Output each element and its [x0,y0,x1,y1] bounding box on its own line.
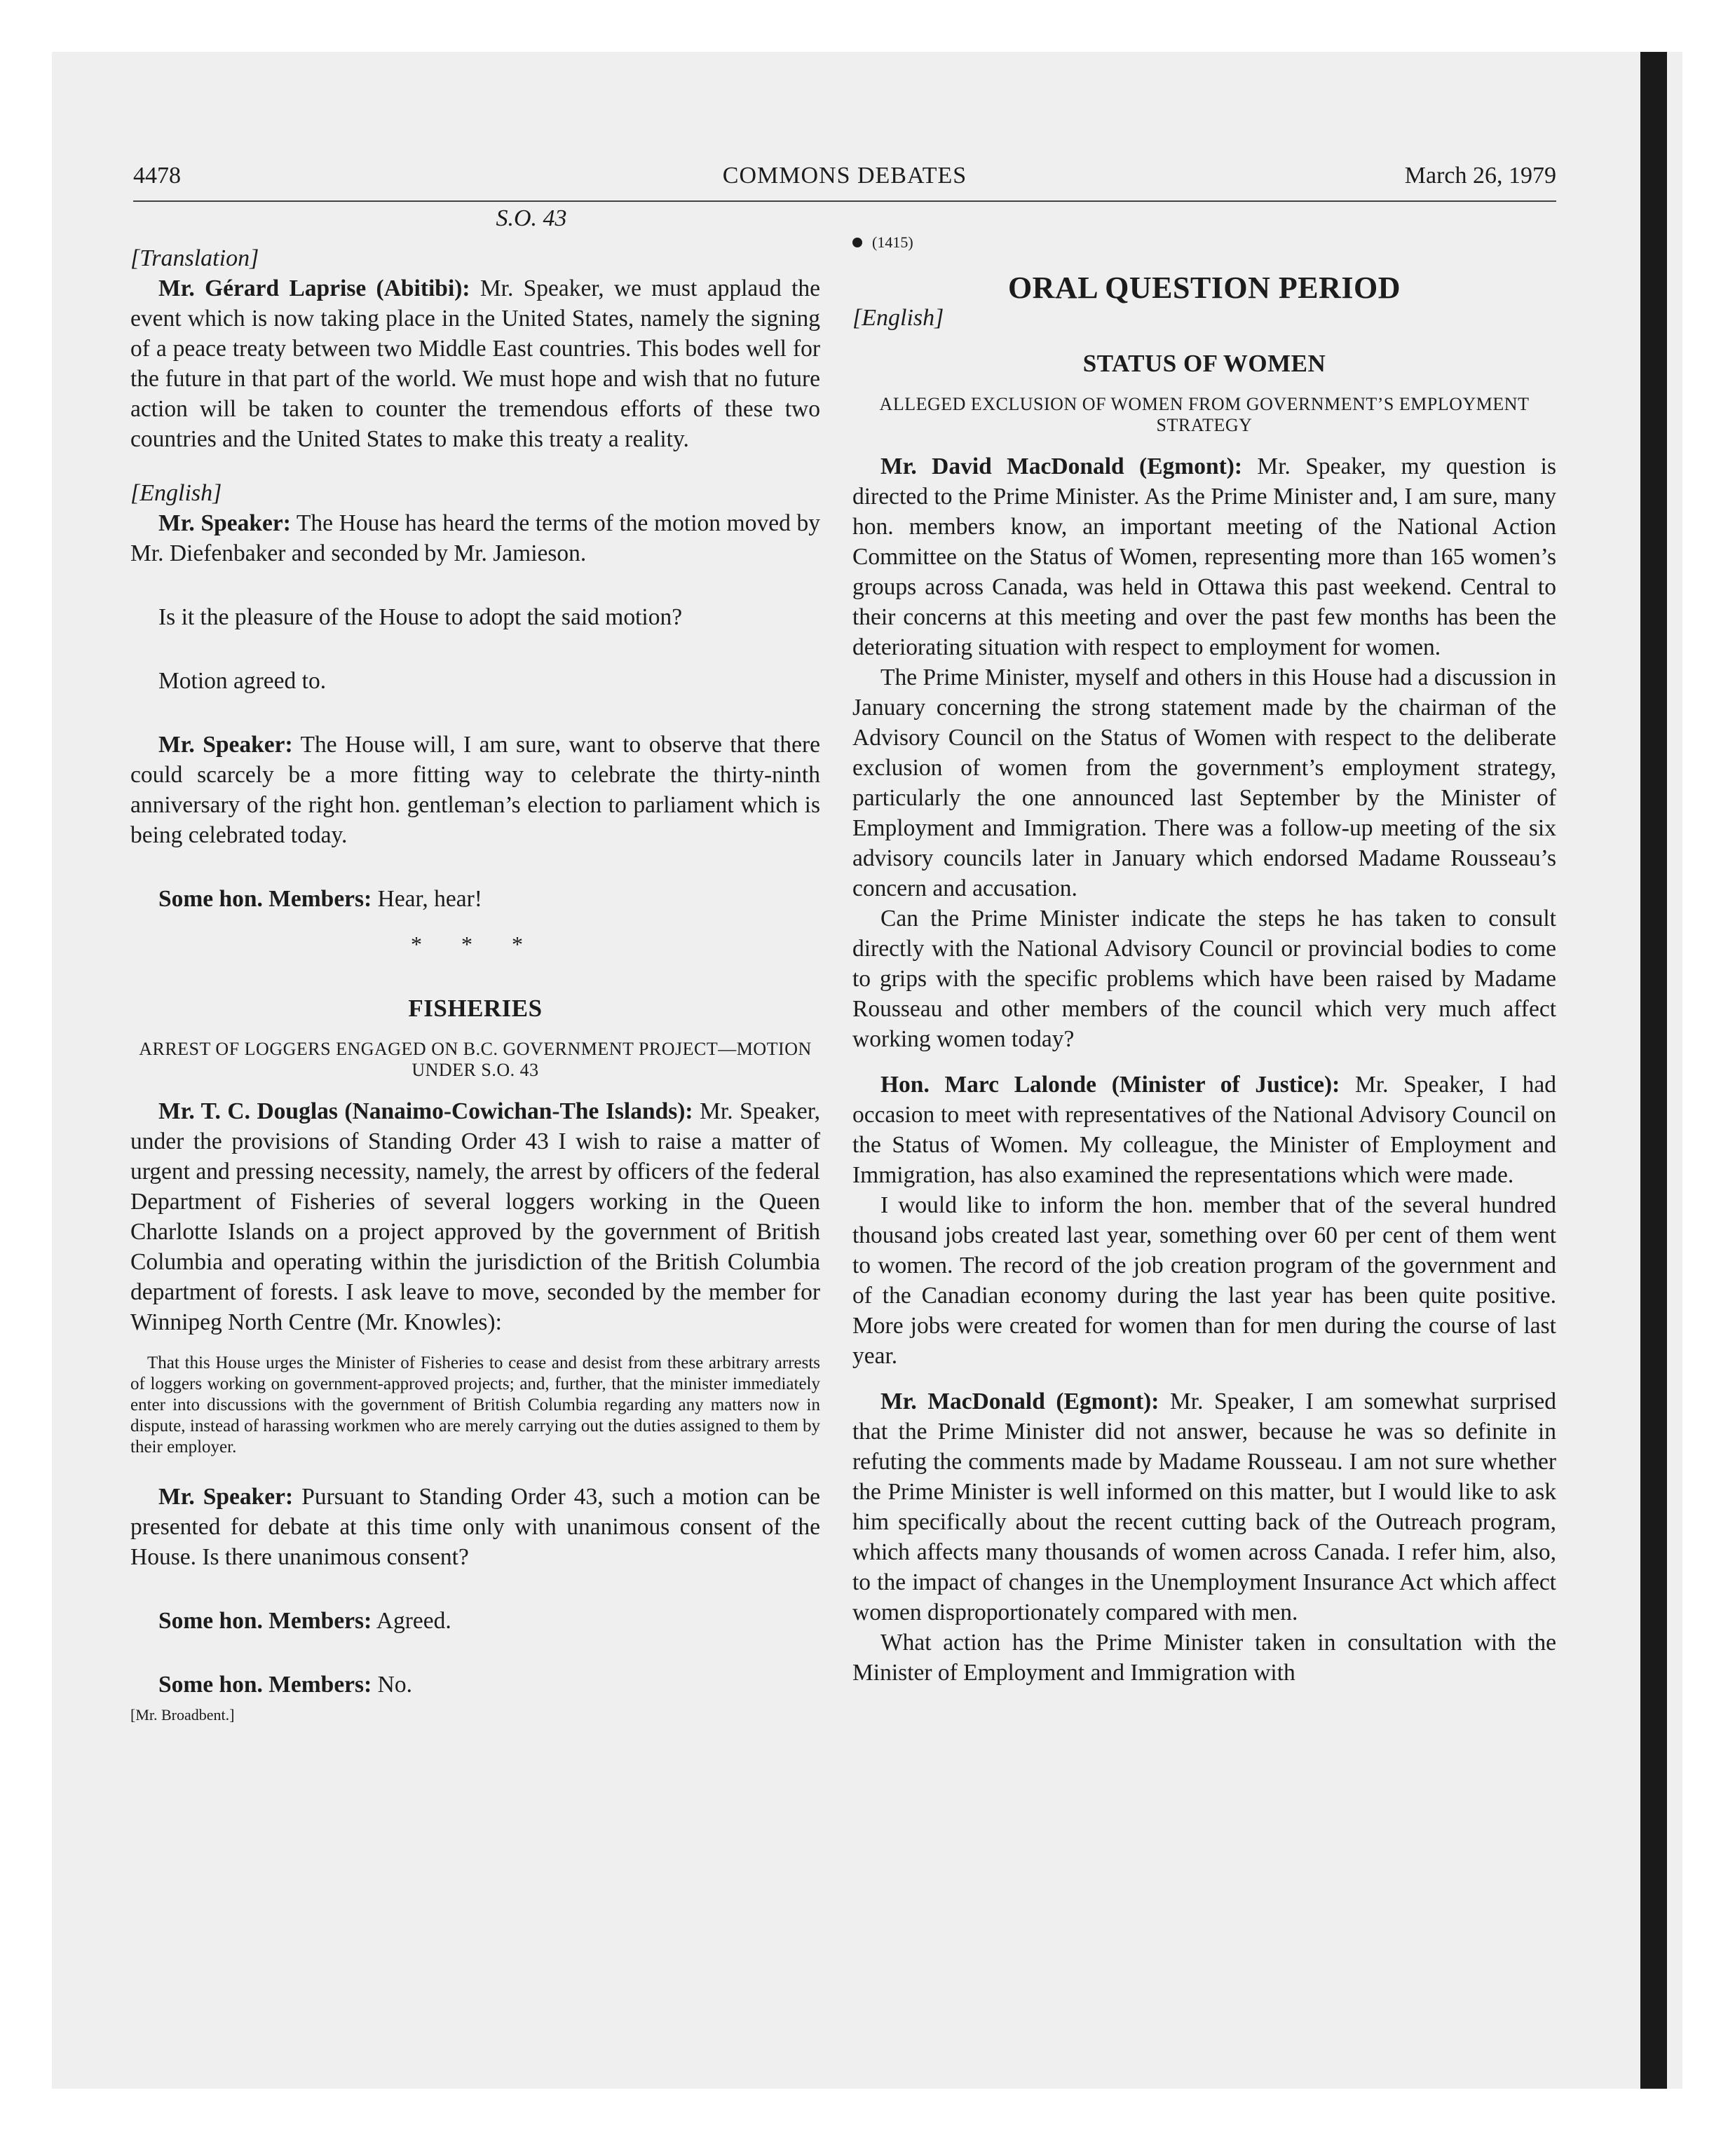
time-text: (1415) [872,233,913,251]
speaker-name: Mr. Speaker: [158,732,293,758]
time-stamp [852,227,1556,257]
page-date: March 26, 1979 [1404,163,1556,189]
scan-edge-bar [1640,52,1667,2089]
pleasure-question: Is it the pleasure of the House to adopt the said motion? [158,604,683,630]
status-of-women-heading: STATUS OF WOMEN [1082,350,1326,377]
status-of-women-subheading: ALLEGED EXCLUSION OF WOMEN FROM GOVERNMENT’S EMPLOYMENT STRATEGY [879,394,1530,435]
speaker-name: Hon. Marc Lalonde (Minister of Justice): [880,1072,1340,1098]
motion-text: That this House urges the Minister of Fisheries to cease and desist from these arbitrary arrests of loggers working on government-approved projects; and, further, that the minister immediately enter into discussions with the government of British Columbia regarding any matters now in dispute, instead of harassing workmen who are merely carrying out the duties assigned to them by their employer. [130,1353,820,1456]
macdonald-question-2 [852,1386,1556,1628]
speaker-name: Some hon. Members: [158,1672,372,1698]
speech-text: The House will, I am sure, want to observe that there could scarcely be a more fitting way to celebrate the thirty-ninth anniversary of the right hon. gentleman’s election to parliament which is being celebrated today. [130,732,821,848]
speaker-statement-1 [130,508,820,568]
speaker-name: Mr. Gérard Laprise (Abitibi): [158,275,470,301]
page-header [133,163,1556,202]
speech-text: Mr. Speaker, under the provisions of Standing Order 43 I wish to raise a matter of urgent and pressing necessity, namely, the arrest by officers of the federal Department of Fisheries of several loggers working in the Queen Charlotte Islands on a project approved by the government of British Columbia and operating within the jurisdiction of the British Columbia department of forests. I ask leave to move, seconded by the member for Winnipeg North Centre (Mr. Knowles): [130,1098,820,1335]
english-tag: [English] [130,480,222,506]
page-number: 4478 [133,163,181,189]
macdonald-question-1 [852,451,1556,662]
members-response-3 [130,1670,820,1700]
right-column [852,203,1556,1688]
laprise-speech [130,273,820,454]
speaker-name: Mr. David MacDonald (Egmont): [880,453,1243,479]
macdonald-question-2-para-2: What action has the Prime Minister taken in consultation with the Minister of Employment and Immigration with [852,1630,1556,1686]
speech-text: Mr. Speaker, I am somewhat surprised that the Prime Minister did not answer, because he was so definite in refuting the comments made by Madame Rousseau. I am not sure whether the Prime Minister is well informed on this matter, but I would like to ask him specifically about the recent cutting back of the Outreach program, which affects many thousands of women across Canada. I refer him, also, to the impact of changes in the Unemployment Insurance Act which affect women disproportionately compared with men. [852,1389,1556,1625]
speech-text: The House has heard the terms of the motion moved by Mr. Diefenbaker and seconded by Mr. Jamieson. [130,510,820,566]
publication-title: COMMONS DEBATES [722,163,967,189]
speech-text: Mr. Speaker, my question is directed to the Prime Minister. As the Prime Minister and, I am sure, many hon. members know, an important meeting of the National Action Committee on the Status of Women, representing more than 165 women’s groups across Canada, was held in Ottawa this past weekend. Central to their concerns at this meeting and over the past few months has been the deteriorating situation with respect to employment for women. [852,453,1556,660]
speaker-name: Mr. Speaker: [158,1484,294,1510]
macdonald-question-1-para-2: The Prime Minister, myself and others in this House had a discussion in January concerning the strong statement made by the chairman of the Advisory Council on the Status of Women with respect to the deliberate exclusion of women from the government’s employment strategy, particularly the one announced last September by the Minister of Employment and Immigration. There was a follow-up meeting of the six advisory councils later in January which endorsed Madame Rousseau’s concern and accusation. [852,664,1556,901]
fisheries-heading: FISHERIES [408,995,543,1022]
translation-tag: [Translation] [130,245,259,271]
bullet-icon [852,238,862,247]
footer-note: [Mr. Broadbent.] [130,1706,235,1724]
speaker-statement-2 [130,730,820,850]
members-response-1 [130,884,820,914]
lalonde-answer-para-2: I would like to inform the hon. member that of the several hundred thousand jobs created last year, something over 60 per cent of them went to women. The record of the job creation program of the government and of the Canadian economy during the last year has been quite positive. More jobs were created for women than for men during the course of last year. [852,1192,1556,1369]
standing-order-label: S.O. 43 [496,205,567,231]
english-tag: [English] [852,305,944,331]
speaker-name: Mr. MacDonald (Egmont): [880,1389,1159,1414]
oral-question-period-heading: ORAL QUESTION PERIOD [1007,271,1401,305]
section-separator: * * * [411,932,540,957]
speaker-name: Some hon. Members: [158,886,372,912]
fisheries-subheading: ARREST OF LOGGERS ENGAGED ON B.C. GOVERNMENT PROJECT—MOTION UNDER S.O. 43 [139,1039,812,1080]
speaker-statement-3 [130,1482,820,1572]
douglas-speech [130,1096,820,1337]
speaker-name: Some hon. Members: [158,1608,372,1634]
left-column [130,203,820,1730]
speech-text: Hear, hear! [377,886,482,912]
lalonde-answer [852,1070,1556,1190]
speech-text: Pursuant to Standing Order 43, such a motion can be presented for debate at this time only with unanimous consent of the House. Is there unanimous consent? [130,1484,820,1570]
speech-text: Agreed. [376,1608,451,1634]
speech-text: Mr. Speaker, we must applaud the event which is now taking place in the United States, namely the signing of a peace treaty between two Middle East countries. This bodes well for the future in that part of the world. We must hope and wish that no future action will be taken to counter the tremendous efforts of these two countries and the United States to make this treaty a reality. [130,275,820,452]
macdonald-question-1-para-3: Can the Prime Minister indicate the steps he has taken to consult directly with the National Advisory Council or provincial bodies to come to grips with the specific problems which have been raised by Madame Rousseau and other members of the council which very much affect working women today? [852,906,1556,1052]
speech-text: Mr. Speaker, I had occasion to meet with representatives of the National Advisory Council on the Status of Women. My colleague, the Minister of Employment and Immigration, has also examined the representations which were made. [852,1072,1557,1188]
speaker-name: Mr. T. C. Douglas (Nanaimo-Cowichan-The Islands): [158,1098,693,1124]
speech-text: No. [377,1672,412,1698]
members-response-2 [130,1606,820,1636]
speaker-name: Mr. Speaker: [158,510,291,536]
motion-agreed: Motion agreed to. [158,668,327,694]
